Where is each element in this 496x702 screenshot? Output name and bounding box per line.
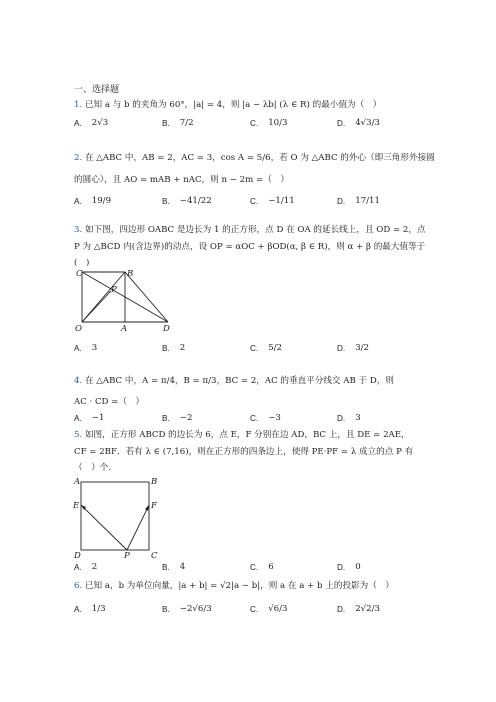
option-value: −2√6/3 [179,604,212,614]
question-2-number: 2. [74,153,83,163]
q2-option-a[interactable] [74,196,111,206]
question-2 [74,152,434,165]
q1-option-d[interactable] [337,118,380,128]
question-3-line-3: ( ) [74,258,90,268]
option-label: A. [74,604,82,614]
q3-option-c[interactable] [250,343,282,353]
option-label: D. [337,413,346,423]
option-label: C. [250,604,259,614]
option-label: A. [74,343,82,353]
option-label: C. [250,343,259,353]
q1-option-a[interactable] [74,118,108,128]
option-value: 3 [355,413,361,423]
question-5-number: 5. [74,430,83,440]
option-value: 10/3 [268,118,288,128]
question-3-number: 3. [74,225,83,235]
option-label: B. [162,343,170,353]
option-label: C. [250,413,259,423]
question-4 [74,375,434,388]
q4-option-a[interactable] [74,413,104,423]
option-value: 19/9 [91,196,112,206]
option-value: −1/11 [268,196,295,206]
q6-option-d[interactable] [337,604,380,614]
option-label: B. [162,562,170,572]
square-abcd [81,482,149,550]
q5-option-c[interactable] [250,562,274,572]
q6-option-a[interactable] [74,604,106,614]
question-6 [74,580,434,593]
label-c: C [76,269,83,279]
question-1 [74,99,434,112]
question-6-number: 6. [74,581,83,591]
option-value: 2√2/3 [355,604,380,614]
label-a: A [74,477,81,487]
option-value: 1/3 [91,604,106,614]
question-4-line-1: 在 △ABC 中，A = π/4，B = π/3，BC = 2，AC 的垂直平分线交 AB 于 D，则 [84,376,394,386]
segment-pe [81,505,127,550]
option-value: 7/2 [179,118,194,128]
q1-option-c[interactable] [250,118,288,128]
option-value: 2 [91,562,98,572]
q1-option-b[interactable] [162,118,194,128]
option-value: 3/2 [355,343,370,353]
option-label: D. [337,562,346,572]
q3-option-d[interactable] [337,343,369,353]
option-label: A. [74,118,82,128]
label-b: B [151,477,158,487]
q4-option-d[interactable] [337,413,361,423]
question-4-line-2: AC · CD =（ ） [74,397,145,407]
label-b: B [127,269,134,279]
label-d: D [74,551,81,558]
option-label: C. [250,118,259,128]
square-abcd-figure [72,474,162,558]
label-e: E [73,501,80,511]
label-d: D [163,324,170,334]
option-value: 3 [91,343,98,353]
question-5-line-3: （ ）个. [74,463,112,473]
option-label: D. [337,343,346,353]
q4-option-b[interactable] [162,413,192,423]
question-1-options [74,118,434,144]
option-label: A. [74,562,82,572]
option-label: A. [74,196,82,206]
q2-option-d[interactable] [337,196,380,206]
option-value: −41/22 [179,196,212,206]
question-3-line-1: 如下图，四边形 OABC 是边长为 1 的正方形，点 D 在 OA 的延长线上，且 OD = 2，点 [84,225,426,235]
option-value: 5/2 [268,343,283,353]
q3-option-b[interactable] [162,343,185,353]
option-value: 0 [355,562,361,572]
question-1-text: 已知 a 与 b 的夹角为 60°，|a| = 4，则 |a − λb| (λ ∈ R) 的最小值为（ ） [84,100,382,110]
option-label: B. [162,604,170,614]
label-p: P [124,551,130,558]
q2-option-c[interactable] [250,196,295,206]
option-label: B. [162,413,170,423]
segment-bd [125,272,168,322]
question-5-line-2: CF = 2BF．若有 λ ∈ (7,16)，则在正方形的四条边上，使得 PE·PF = λ 成立的点 P 有 [74,447,414,457]
question-3-options [74,343,434,369]
label-a: A [121,324,128,334]
question-2-line-2: 的圆心），且 AO = mAB + nAC，则 n − 2m =（ ） [74,175,290,185]
option-value: −2 [179,413,193,423]
option-label: D. [337,118,346,128]
q5-option-a[interactable] [74,562,97,572]
option-label: C. [250,562,259,572]
option-value: 4 [179,562,186,572]
question-6-text: 已知 a，b 为单位向量，|a + b| = √2|a − b|，则 a 在 a + b 上的投影为（ ） [84,581,395,591]
option-label: D. [337,604,346,614]
q6-option-b[interactable] [162,604,212,614]
option-value: 6 [268,562,274,572]
q5-option-d[interactable] [337,562,361,572]
q6-option-c[interactable] [250,604,288,614]
arrow-f [145,505,149,511]
option-label: B. [162,118,170,128]
question-3-line-2: P 为 △BCD 内(含边界)的动点，设 OP = αOC + βOD(α, β ∈ R)，则 α + β 的最大值等于 [74,242,426,252]
question-5-line-1: 如图，正方形 ABCD 的边长为 6，点 E，F 分别在边 AD，BC 上，且 DE = 2AE， [84,430,410,440]
label-c: C [151,551,158,558]
square-obcd-figure [72,268,176,334]
q4-option-c[interactable] [250,413,281,423]
option-value: 4√3/3 [355,118,380,128]
option-value: √6/3 [268,604,288,614]
question-5 [74,429,434,442]
question-3 [74,224,434,237]
section-title: 一、选择题 [74,84,120,94]
option-value: −3 [268,413,281,423]
option-label: C. [250,196,259,206]
label-f: F [151,501,157,511]
label-p: P [111,285,117,295]
segment-op [82,292,110,322]
option-value: 2√3 [91,118,109,128]
question-2-options [74,196,434,222]
option-value: 17/11 [355,196,380,206]
question-2-line-1: 在 △ABC 中，AB = 2，AC = 3，cos A = 5/6，若 O 为 △ABC 的外心（即三角形外接圆 [84,153,435,163]
option-label: A. [74,413,82,423]
option-value: 2 [179,343,186,353]
option-label: D. [337,196,346,206]
q3-option-a[interactable] [74,343,97,353]
question-4-number: 4. [74,376,83,386]
q2-option-b[interactable] [162,196,212,206]
label-o: O [75,324,82,334]
segment-pf [127,505,149,550]
option-label: B. [162,196,170,206]
option-value: −1 [91,413,105,423]
question-1-number: 1. [74,100,83,110]
q5-option-b[interactable] [162,562,185,572]
question-6-options [74,604,434,630]
